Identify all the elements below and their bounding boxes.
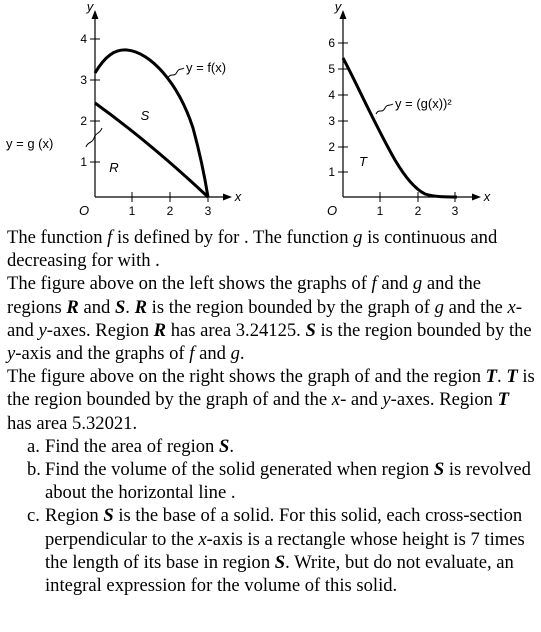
left-y-tick-label: 2 [80, 114, 87, 128]
f-label-leader [168, 68, 184, 78]
left-x-axis-label: x [234, 189, 242, 204]
text-run: -axis is a rectangle whose height is 7 times the length of its base in region [45, 528, 525, 573]
g-curve [95, 103, 208, 197]
text-run: is revolved about the horizontal line . [45, 459, 531, 504]
left-x-tick-label: 3 [204, 204, 212, 218]
region-t-ref: T [485, 366, 498, 388]
text-run: -axis and the graphs of [15, 343, 190, 365]
region-s-ref: S [433, 459, 445, 481]
var-y: y [382, 389, 391, 411]
left-y-tick-label: 4 [80, 32, 87, 46]
region-s-label: S [140, 108, 150, 123]
right-x-tick-label: 1 [376, 204, 384, 218]
left-y-tick-label: 1 [80, 155, 87, 169]
region-s-ref: S [305, 319, 316, 341]
text-run: Find the volume of the solid generated when region [45, 459, 434, 481]
figures [0, 0, 541, 228]
region-t-ref: T [506, 366, 518, 388]
right-y-axis-label: y [334, 0, 342, 14]
right-y-tick-label: 4 [328, 88, 335, 102]
text-run: is the region bounded by the graph of [147, 296, 435, 318]
region-r-label: R [109, 160, 119, 175]
left-x-arrow-icon [223, 194, 232, 201]
paragraph-right-figure [7, 365, 537, 435]
text-run: -axes. Region [46, 319, 154, 341]
region-r-ref: R [66, 296, 79, 318]
paragraph-definition [7, 226, 537, 272]
figures-svg [0, 0, 541, 228]
g-curve-label: y = g (x) [6, 136, 54, 151]
text-run: . [125, 296, 135, 318]
text-run: is the base of a solid. For this solid, each cross-section perpendicular to the [45, 505, 523, 550]
text-run: has area 3.24125. [166, 319, 306, 341]
text-run: is the region bounded by the graph of and the [7, 366, 535, 411]
g-squared-curve-label: y = (g(x))² [395, 96, 452, 111]
right-y-tick-label: 6 [328, 36, 335, 50]
var-y: y [7, 343, 16, 365]
text-run: . [497, 366, 507, 388]
text-run: The function [7, 227, 108, 248]
var-y: y [38, 319, 47, 341]
f-curve-label: y = f(x) [186, 60, 227, 75]
region-s-ref: S [103, 505, 114, 527]
var-f: f [371, 273, 377, 295]
left-x-tick-label: 1 [128, 204, 136, 218]
left-y-axis-label: y [86, 0, 94, 14]
text-run: is continuous and decreasing for with . [7, 227, 498, 272]
question-item-c [7, 504, 537, 597]
text-run: - and [7, 296, 522, 341]
right-y-tick-label: 2 [328, 140, 335, 154]
question-label: b. [27, 459, 41, 481]
text-run: and [376, 273, 413, 295]
question-list [7, 435, 537, 597]
text-run: and the [443, 296, 508, 318]
left-origin-label: O [78, 203, 90, 218]
text-run: . Write, but do not evaluate, an integral expression for the volume of this solid. [45, 551, 514, 597]
region-r-ref: R [153, 319, 167, 341]
var-x: x [331, 389, 341, 411]
region-s-ref: S [114, 296, 126, 318]
text-run: is defined by for . The function [112, 227, 354, 248]
question-item-b [7, 458, 537, 504]
text-run: has area 5.32021. [7, 412, 138, 434]
var-x: x [198, 528, 207, 550]
paragraph-left-figure [7, 272, 537, 365]
right-y-tick-label: 1 [328, 165, 335, 179]
var-g: g [230, 343, 240, 365]
var-x: x [507, 296, 516, 318]
right-y-tick-label: 5 [328, 62, 335, 76]
text-run: - and [340, 389, 383, 411]
right-x-arrow-icon [472, 194, 481, 201]
question-label: c. [27, 505, 40, 527]
text-run: is the region bounded by the [315, 319, 532, 341]
var-g: g [434, 296, 444, 318]
question-label: a. [27, 435, 40, 457]
region-s-ref: S [274, 551, 286, 573]
text-run: and [194, 343, 231, 365]
left-graph [6, 0, 242, 218]
text-run: . [229, 435, 234, 457]
text-run: -axes. Region [390, 389, 498, 411]
left-y-tick-label: 3 [80, 73, 87, 87]
g-squared-label-leader [376, 104, 393, 114]
right-graph [327, 0, 491, 218]
region-t-label: T [359, 154, 367, 169]
right-x-tick-label: 2 [414, 204, 422, 218]
text-run: and the regions [7, 273, 482, 318]
var-f: f [107, 227, 113, 248]
right-origin-label: O [326, 203, 338, 218]
var-g: g [353, 227, 363, 248]
left-x-tick-label: 2 [166, 204, 174, 218]
text-run: and [78, 296, 115, 318]
region-r-ref: R [134, 296, 147, 318]
text-run: The figure above on the left shows the graphs of [7, 273, 372, 295]
question-item-a [7, 435, 537, 458]
var-f: f [189, 343, 195, 365]
right-y-tick-label: 3 [328, 114, 335, 128]
region-t-ref: T [497, 389, 509, 411]
g-squared-curve [343, 58, 457, 197]
text-run: . [239, 343, 245, 365]
var-g: g [412, 273, 423, 295]
right-x-axis-label: x [483, 189, 491, 204]
text-run: Region [45, 505, 104, 527]
problem-text [7, 226, 537, 597]
right-x-tick-label: 3 [451, 204, 459, 218]
g-label-leader [86, 128, 102, 147]
text-run: The figure above on the right shows the graph of and the region [7, 366, 486, 388]
text-run: Find the area of region [45, 435, 219, 457]
region-s-ref: S [219, 435, 230, 457]
